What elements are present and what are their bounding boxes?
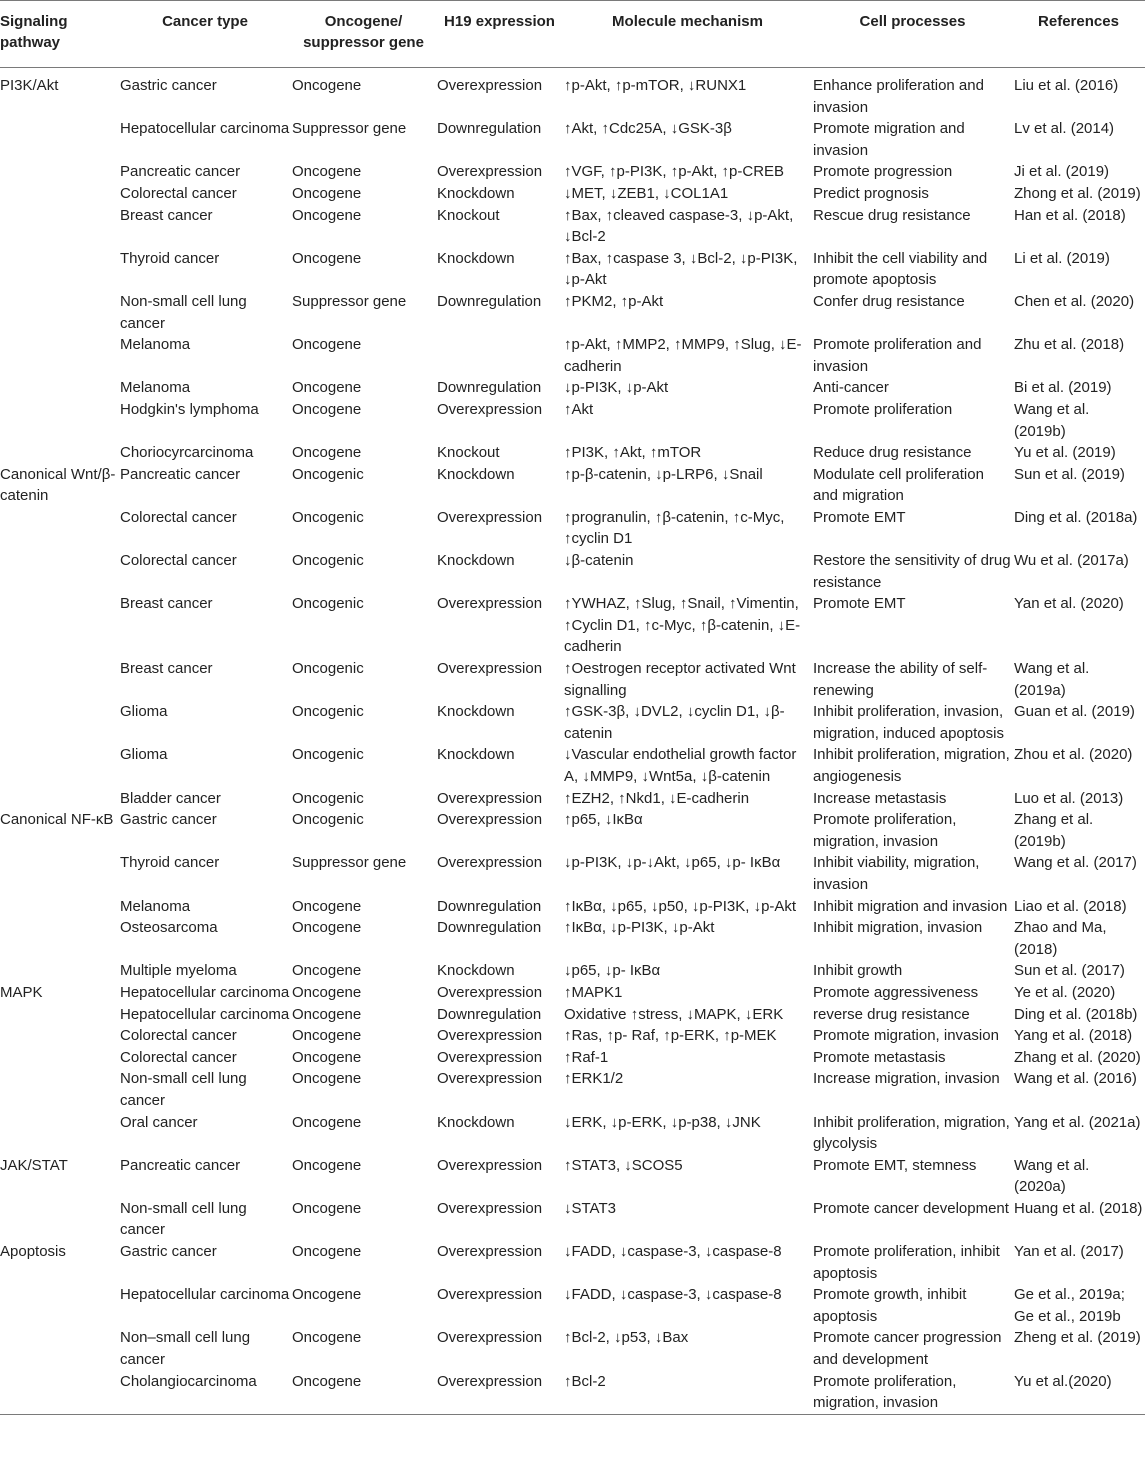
reference-cell: Ge et al., 2019a; Ge et al., 2019b xyxy=(1014,1286,1125,1325)
reference-cell: Wang et al. (2019b) xyxy=(1014,400,1090,440)
gene-role-cell: Suppressor gene xyxy=(292,292,407,310)
h19-expression-cell: Knockdown xyxy=(437,552,515,570)
reference-cell: Ding et al. (2018a) xyxy=(1014,508,1138,526)
cell-processes-cell: Inhibit proliferation, migration, angiogenesis xyxy=(813,746,1010,785)
table-row xyxy=(0,744,1145,787)
cell-processes-cell: Inhibit proliferation, migration, glycolysis xyxy=(813,1113,1010,1153)
table-row xyxy=(0,1047,1145,1069)
reference-cell: Chen et al. (2020) xyxy=(1014,292,1135,310)
reference-cell: Yu et al.(2020) xyxy=(1014,1371,1145,1415)
h19-expression-cell: Overexpression xyxy=(437,854,543,872)
cancer-type-cell: Thyroid cancer xyxy=(120,854,220,872)
signaling-pathway-cell xyxy=(0,658,120,701)
reference-cell: Liao et al. (2018) xyxy=(1014,897,1127,915)
cancer-type-cell: Pancreatic cancer xyxy=(120,465,241,483)
cell-processes-cell: Promote proliferation xyxy=(813,400,953,418)
table-row xyxy=(0,399,1145,442)
cell-processes-cell: Modulate cell proliferation and migration xyxy=(813,465,984,505)
table-row xyxy=(0,1241,1145,1284)
gene-role-cell: Oncogenic xyxy=(292,552,364,570)
cancer-type-cell: Glioma xyxy=(120,703,168,721)
cell-processes-cell: Reduce drug resistance xyxy=(813,444,972,462)
gene-role-cell: Suppressor gene xyxy=(292,120,407,138)
gene-role-cell: Oncogene xyxy=(292,379,362,397)
cancer-type-cell: Breast cancer xyxy=(120,660,213,678)
table-row xyxy=(0,917,1145,960)
table-row xyxy=(0,507,1145,550)
cell-processes-cell: Promote migration, invasion xyxy=(813,1027,999,1045)
cancer-type-cell: Hepatocellular carcinoma xyxy=(120,120,290,138)
signaling-pathway-cell xyxy=(0,896,120,918)
cell-processes-cell: reverse drug resistance xyxy=(813,1005,970,1023)
molecule-mechanism-cell: ↑Oestrogen receptor activated Wnt signalling xyxy=(564,660,796,699)
gene-role-cell: Oncogene xyxy=(292,919,362,937)
cell-processes-cell: Promote progression xyxy=(813,163,953,181)
cancer-type-cell: Bladder cancer xyxy=(120,789,221,807)
gene-role-cell: Oncogene xyxy=(292,77,362,94)
cell-processes-cell: Promote growth, inhibit apoptosis xyxy=(813,1286,967,1325)
cell-processes-cell: Enhance proliferation and invasion xyxy=(813,77,984,116)
cell-processes-cell: Increase migration, invasion xyxy=(813,1070,1000,1088)
molecule-mechanism-cell: ↑Bax, ↑cleaved caspase-3, ↓p-Akt, ↓Bcl-2 xyxy=(564,206,794,246)
header-signaling-pathway: Signaling pathway xyxy=(0,1,120,68)
h19-expression-cell: Overexpression xyxy=(437,77,543,94)
molecule-mechanism-cell: ↑IκBα, ↓p-PI3K, ↓p-Akt xyxy=(564,919,715,937)
h19-expression-cell: Knockdown xyxy=(437,962,515,980)
gene-role-cell: Oncogene xyxy=(292,983,362,1001)
signaling-pathway-cell xyxy=(0,507,120,550)
table-row xyxy=(0,658,1145,701)
gene-role-cell: Oncogene xyxy=(292,444,362,462)
table-row xyxy=(0,68,1145,119)
molecule-mechanism-cell: ↑p-β-catenin, ↓p-LRP6, ↓Snail xyxy=(564,465,763,483)
h19-expression-cell: Overexpression xyxy=(437,1371,564,1415)
cell-processes-cell: Increase the ability of self-renewing xyxy=(813,660,988,699)
cell-processes-cell: Promote migration and invasion xyxy=(813,120,965,159)
molecule-mechanism-cell: ↑Akt, ↑Cdc25A, ↓GSK-3β xyxy=(564,120,732,138)
gene-role-cell: Oncogenic xyxy=(292,811,364,829)
reference-cell: Zhu et al. (2018) xyxy=(1014,336,1125,354)
signaling-pathway-cell xyxy=(0,1198,120,1241)
cancer-type-cell: Choriocyrcarcinoma xyxy=(120,444,254,462)
cell-processes-cell: Promote aggressiveness xyxy=(813,983,979,1001)
header-cancer-type: Cancer type xyxy=(120,1,292,68)
table-row xyxy=(0,118,1145,161)
cancer-type-cell: Oral cancer xyxy=(120,1113,198,1131)
signaling-pathway-cell xyxy=(0,1068,120,1111)
reference-cell: Zhong et al. (2019) xyxy=(1014,184,1141,202)
cell-processes-cell: Inhibit viability, migration, invasion xyxy=(813,854,980,893)
reference-cell: Zhao and Ma, (2018) xyxy=(1014,919,1107,958)
cell-processes-cell: Predict prognosis xyxy=(813,184,929,202)
molecule-mechanism-cell: ↑Raf-1 xyxy=(564,1048,609,1066)
molecule-mechanism-cell: ↑progranulin, ↑β-catenin, ↑c-Myc, ↑cyclin D1 xyxy=(564,508,785,548)
h19-expression-cell: Overexpression xyxy=(437,1199,543,1217)
h19-expression-cell: Downregulation xyxy=(437,919,542,937)
cancer-type-cell: Hepatocellular carcinoma xyxy=(120,983,290,1001)
signaling-pathway-cell: Canonical NF-κB xyxy=(0,811,114,829)
h19-expression-cell: Downregulation xyxy=(437,292,542,310)
table-row xyxy=(0,550,1145,593)
molecule-mechanism-cell: Oxidative ↑stress, ↓MAPK, ↓ERK xyxy=(564,1005,784,1023)
reference-cell: Wang et al. (2016) xyxy=(1014,1070,1137,1088)
gene-role-cell: Oncogenic xyxy=(292,465,364,483)
table-row xyxy=(0,960,1145,982)
gene-role-cell: Oncogenic xyxy=(292,595,364,613)
cancer-type-cell: Cholangiocarcinoma xyxy=(120,1371,292,1415)
cancer-type-cell: Colorectal cancer xyxy=(120,1048,237,1066)
reference-cell: Wang et al. (2020a) xyxy=(1014,1156,1090,1196)
molecule-mechanism-cell: ↑MAPK1 xyxy=(564,983,623,1001)
molecule-mechanism-cell: ↑p65, ↓IκBα xyxy=(564,811,643,829)
reference-cell: Zheng et al. (2019) xyxy=(1014,1329,1141,1347)
cell-processes-cell: Inhibit growth xyxy=(813,962,903,980)
signaling-pathway-cell: Canonical Wnt/β-catenin xyxy=(0,465,116,505)
cell-processes-cell: Promote EMT, stemness xyxy=(813,1156,977,1174)
cell-processes-cell: Confer drug resistance xyxy=(813,292,965,310)
signaling-pathway-cell xyxy=(0,1371,120,1415)
cell-processes-cell: Promote proliferation, inhibit apoptosis xyxy=(813,1243,1000,1282)
molecule-mechanism-cell: ↓Vascular endothelial growth factor A, ↓MMP9, ↓Wnt5a, ↓β-catenin xyxy=(564,746,797,785)
gene-role-cell: Oncogenic xyxy=(292,508,364,526)
reference-cell: Huang et al. (2018) xyxy=(1014,1199,1143,1217)
molecule-mechanism-cell: ↓STAT3 xyxy=(564,1199,616,1217)
h19-expression-cell: Overexpression xyxy=(437,400,543,418)
reference-cell: Luo et al. (2013) xyxy=(1014,789,1124,807)
cell-processes-cell: Promote proliferation and invasion xyxy=(813,336,982,375)
signaling-pathway-cell xyxy=(0,744,120,787)
signaling-pathway-cell xyxy=(0,399,120,442)
molecule-mechanism-cell: ↓β-catenin xyxy=(564,552,634,570)
gene-role-cell: Oncogene xyxy=(292,1371,437,1415)
molecule-mechanism-cell: ↑EZH2, ↑Nkd1, ↓E-cadherin xyxy=(564,789,750,807)
molecule-mechanism-cell: ↑STAT3, ↓SCOS5 xyxy=(564,1156,683,1174)
h19-expression-cell xyxy=(437,334,564,377)
molecule-mechanism-cell: ↑p-Akt, ↑MMP2, ↑MMP9, ↑Slug, ↓E-cadherin xyxy=(564,336,802,375)
table-row xyxy=(0,788,1145,810)
h19-expression-cell: Overexpression xyxy=(437,983,543,1001)
h19-expression-cell: Knockdown xyxy=(437,1113,515,1131)
molecule-mechanism-cell: ↓FADD, ↓caspase-3, ↓caspase-8 xyxy=(564,1243,782,1261)
gene-role-cell: Oncogene xyxy=(292,249,362,267)
reference-cell: Wang et al. (2017) xyxy=(1014,854,1137,872)
table-row xyxy=(0,442,1145,464)
signaling-pathway-cell xyxy=(0,291,120,334)
gene-role-cell: Oncogene xyxy=(292,1113,362,1131)
gene-role-cell: Oncogenic xyxy=(292,789,364,807)
reference-cell: Ji et al. (2019) xyxy=(1014,163,1110,181)
cancer-type-cell: Colorectal cancer xyxy=(120,1027,237,1045)
reference-cell: Yan et al. (2020) xyxy=(1014,595,1124,613)
molecule-mechanism-cell: ↓p65, ↓p- IκBα xyxy=(564,962,661,980)
h19-expression-cell: Overexpression xyxy=(437,163,543,181)
table-row xyxy=(0,809,1145,852)
table-row xyxy=(0,593,1145,658)
gene-role-cell: Oncogene xyxy=(292,336,362,354)
molecule-mechanism-cell: ↑IκBα, ↓p65, ↓p50, ↓p-PI3K, ↓p-Akt xyxy=(564,897,797,915)
table-body xyxy=(0,68,1145,1415)
h19-expression-cell: Overexpression xyxy=(437,1329,543,1347)
h19-expression-cell: Knockout xyxy=(437,444,500,462)
gene-role-cell: Oncogene xyxy=(292,962,362,980)
header-row xyxy=(0,1,1145,68)
gene-role-cell: Oncogene xyxy=(292,1286,362,1304)
cell-processes-cell: Promote cancer development xyxy=(813,1199,1009,1217)
cancer-type-cell: Pancreatic cancer xyxy=(120,1156,241,1174)
cancer-type-cell: Osteosarcoma xyxy=(120,919,218,937)
gene-role-cell: Oncogene xyxy=(292,206,362,224)
gene-role-cell: Oncogene xyxy=(292,1027,362,1045)
signaling-pathway-cell: MAPK xyxy=(0,983,43,1001)
molecule-mechanism-cell: ↓FADD, ↓caspase-3, ↓caspase-8 xyxy=(564,1286,782,1304)
h19-expression-cell: Overexpression xyxy=(437,660,543,678)
cancer-type-cell: Multiple myeloma xyxy=(120,962,237,980)
table-row xyxy=(0,464,1145,507)
h19-expression-cell: Downregulation xyxy=(437,379,542,397)
gene-role-cell: Oncogenic xyxy=(292,660,364,678)
table-row xyxy=(0,1155,1145,1198)
cancer-type-cell: Colorectal cancer xyxy=(120,508,237,526)
signaling-pathway-cell: Apoptosis xyxy=(0,1243,66,1261)
signaling-pathway-cell xyxy=(0,1047,120,1069)
gene-role-cell: Suppressor gene xyxy=(292,854,407,872)
signaling-pathway-cell xyxy=(0,593,120,658)
reference-cell: Sun et al. (2019) xyxy=(1014,465,1125,483)
cancer-type-cell: Glioma xyxy=(120,746,168,764)
h19-expression-cell: Overexpression xyxy=(437,789,543,807)
cancer-type-cell: Non-small cell lung cancer xyxy=(120,292,247,332)
molecule-mechanism-cell: ↑p-Akt, ↑p-mTOR, ↓RUNX1 xyxy=(564,77,747,94)
signaling-pathway-cell xyxy=(0,1327,120,1370)
reference-cell: Sun et al. (2017) xyxy=(1014,962,1125,980)
table-row xyxy=(0,1198,1145,1241)
signaling-pathway-cell xyxy=(0,1112,120,1155)
table-row xyxy=(0,896,1145,918)
reference-cell: Zhang et al. (2020) xyxy=(1014,1048,1141,1066)
molecule-mechanism-cell: ↑PKM2, ↑p-Akt xyxy=(564,292,664,310)
signaling-pathway-cell xyxy=(0,1004,120,1026)
cell-processes-cell: Promote metastasis xyxy=(813,1048,946,1066)
h19-expression-cell: Overexpression xyxy=(437,508,543,526)
header-h19-expression: H19 expression xyxy=(437,1,564,68)
reference-cell: Zhou et al. (2020) xyxy=(1014,746,1133,764)
cancer-type-cell: Hepatocellular carcinoma xyxy=(120,1286,290,1304)
reference-cell: Yan et al. (2017) xyxy=(1014,1243,1124,1261)
reference-cell: Yu et al. (2019) xyxy=(1014,444,1116,462)
signaling-pathway-cell xyxy=(0,118,120,161)
table-row xyxy=(0,1112,1145,1155)
reference-cell: Ding et al. (2018b) xyxy=(1014,1005,1138,1023)
cell-processes-cell: Promote cancer progression and development xyxy=(813,1329,1002,1369)
h19-expression-cell: Knockdown xyxy=(437,746,515,764)
reference-cell: Wu et al. (2017a) xyxy=(1014,552,1129,570)
gene-role-cell: Oncogene xyxy=(292,897,362,915)
gene-role-cell: Oncogene xyxy=(292,163,362,181)
cell-processes-cell: Inhibit migration, invasion xyxy=(813,919,983,937)
h19-expression-cell: Overexpression xyxy=(437,1027,543,1045)
cancer-type-cell: Hepatocellular carcinoma xyxy=(120,1005,290,1023)
reference-cell: Lv et al. (2014) xyxy=(1014,120,1115,138)
reference-cell: Guan et al. (2019) xyxy=(1014,703,1135,721)
h19-expression-cell: Overexpression xyxy=(437,1243,543,1261)
table-row xyxy=(0,377,1145,399)
gene-role-cell: Oncogene xyxy=(292,1048,362,1066)
h19-expression-cell: Overexpression xyxy=(437,1286,543,1304)
molecule-mechanism-cell: ↓ERK, ↓p-ERK, ↓p-p38, ↓JNK xyxy=(564,1113,761,1131)
molecule-mechanism-cell: ↑VGF, ↑p-PI3K, ↑p-Akt, ↑p-CREB xyxy=(564,163,785,181)
signaling-pathway-cell xyxy=(0,1025,120,1047)
table-row xyxy=(0,183,1145,205)
table-row xyxy=(0,291,1145,334)
gene-role-cell: Oncogene xyxy=(292,1070,362,1088)
table-row xyxy=(0,1284,1145,1327)
signaling-pathway-cell: PI3K/Akt xyxy=(0,77,59,94)
cell-processes-cell: Inhibit migration and invasion xyxy=(813,897,1008,915)
h19-expression-cell: Downregulation xyxy=(437,120,542,138)
cancer-type-cell: Gastric cancer xyxy=(120,1243,217,1261)
cancer-type-cell: Melanoma xyxy=(120,897,191,915)
molecule-mechanism-cell: ↑Bax, ↑caspase 3, ↓Bcl-2, ↓p-PI3K, ↓p-Akt xyxy=(564,249,798,289)
cell-processes-cell: Inhibit the cell viability and promote apoptosis xyxy=(813,249,988,289)
signaling-pathway-cell xyxy=(0,334,120,377)
cell-processes-cell: Promote EMT xyxy=(813,508,906,526)
reference-cell: Li et al. (2019) xyxy=(1014,249,1110,267)
h19-expression-cell: Knockdown xyxy=(437,703,515,721)
cancer-type-cell: Non-small cell lung cancer xyxy=(120,1070,247,1109)
cell-processes-cell: Promote EMT xyxy=(813,595,906,613)
h19-expression-cell: Downregulation xyxy=(437,897,542,915)
signaling-pathway-cell xyxy=(0,960,120,982)
h19-expression-cell: Overexpression xyxy=(437,595,543,613)
molecule-mechanism-cell: ↑Ras, ↑p- Raf, ↑p-ERK, ↑p-MEK xyxy=(564,1027,777,1045)
cell-processes-cell: Restore the sensitivity of drug resistance xyxy=(813,552,1011,591)
molecule-mechanism-cell: ↑PI3K, ↑Akt, ↑mTOR xyxy=(564,444,702,462)
cell-processes-cell: Promote proliferation, migration, invasion xyxy=(813,811,957,850)
table-row xyxy=(0,982,1145,1004)
signaling-pathway-cell xyxy=(0,788,120,810)
reference-cell: Yang et al. (2021a) xyxy=(1014,1113,1141,1131)
signaling-pathway-cell xyxy=(0,852,120,895)
cancer-type-cell: Thyroid cancer xyxy=(120,249,220,267)
h19-expression-cell: Overexpression xyxy=(437,1156,543,1174)
gene-role-cell: Oncogene xyxy=(292,400,362,418)
h19-expression-cell: Knockdown xyxy=(437,249,515,267)
cancer-type-cell: Non-small cell lung cancer xyxy=(120,1199,247,1239)
reference-cell: Bi et al. (2019) xyxy=(1014,379,1112,397)
reference-cell: Han et al. (2018) xyxy=(1014,206,1126,224)
signaling-pathway-cell xyxy=(0,248,120,291)
h19-expression-cell: Overexpression xyxy=(437,1048,543,1066)
cancer-type-cell: Colorectal cancer xyxy=(120,184,237,202)
header-cell-processes: Cell processes xyxy=(813,1,1014,68)
cell-processes-cell: Rescue drug resistance xyxy=(813,206,971,224)
cancer-type-cell: Hodgkin's lymphoma xyxy=(120,400,259,418)
gene-role-cell: Oncogenic xyxy=(292,746,364,764)
reference-cell: Zhang et al. (2019b) xyxy=(1014,811,1094,850)
cancer-type-cell: Melanoma xyxy=(120,379,191,397)
cancer-type-cell: Pancreatic cancer xyxy=(120,163,241,181)
reference-cell: Wang et al. (2019a) xyxy=(1014,660,1090,699)
header-oncogene-suppressor: Oncogene/ suppressor gene xyxy=(292,1,437,68)
h19-expression-cell: Knockout xyxy=(437,206,500,224)
table-row xyxy=(0,1068,1145,1111)
signaling-pathway-cell xyxy=(0,161,120,183)
signaling-pathway-cell xyxy=(0,205,120,248)
molecule-mechanism-cell: ↑Bcl-2 xyxy=(564,1371,813,1415)
gene-role-cell: Oncogene xyxy=(292,1329,362,1347)
table-row xyxy=(0,161,1145,183)
h19-expression-cell: Knockdown xyxy=(437,184,515,202)
gene-role-cell: Oncogene xyxy=(292,1005,362,1023)
signaling-pathway-cell: JAK/STAT xyxy=(0,1156,68,1174)
molecule-mechanism-cell: ↑ERK1/2 xyxy=(564,1070,624,1088)
h19-expression-cell: Knockdown xyxy=(437,465,515,483)
molecule-mechanism-cell: ↑Akt xyxy=(564,400,594,418)
cell-processes-cell: Anti-cancer xyxy=(813,379,889,397)
cancer-type-cell: Melanoma xyxy=(120,336,191,354)
molecule-mechanism-cell: ↓MET, ↓ZEB1, ↓COL1A1 xyxy=(564,184,729,202)
h19-expression-cell: Overexpression xyxy=(437,1070,543,1088)
table-row xyxy=(0,1327,1145,1370)
gene-role-cell: Oncogenic xyxy=(292,703,364,721)
header-molecule-mechanism: Molecule mechanism xyxy=(564,1,813,68)
cancer-type-cell: Colorectal cancer xyxy=(120,552,237,570)
gene-role-cell: Oncogene xyxy=(292,184,362,202)
cancer-type-cell: Non–small cell lung cancer xyxy=(120,1329,251,1369)
header-references: References xyxy=(1014,1,1145,68)
molecule-mechanism-cell: ↑YWHAZ, ↑Slug, ↑Snail, ↑Vimentin, ↑Cyclin D1, ↑c-Myc, ↑β-catenin, ↓E-cadherin xyxy=(564,595,801,656)
reference-cell: Yang et al. (2018) xyxy=(1014,1027,1133,1045)
cancer-type-cell: Breast cancer xyxy=(120,595,213,613)
signaling-pathway-cell xyxy=(0,701,120,744)
molecule-mechanism-cell: ↓p-PI3K, ↓p-Akt xyxy=(564,379,669,397)
table-row xyxy=(0,852,1145,895)
molecule-mechanism-cell: ↑GSK-3β, ↓DVL2, ↓cyclin D1, ↓β-catenin xyxy=(564,703,785,742)
table-row xyxy=(0,248,1145,291)
signaling-pathway-cell xyxy=(0,183,120,205)
table-row xyxy=(0,1025,1145,1047)
gene-role-cell: Oncogene xyxy=(292,1199,362,1217)
reference-cell: Liu et al. (2016) xyxy=(1014,77,1119,94)
cancer-type-cell: Breast cancer xyxy=(120,206,213,224)
signaling-pathway-cell xyxy=(0,377,120,399)
table-row xyxy=(0,1004,1145,1026)
cell-processes-cell: Increase metastasis xyxy=(813,789,947,807)
table-row xyxy=(0,334,1145,377)
signaling-pathway-cell xyxy=(0,442,120,464)
cancer-type-cell: Gastric cancer xyxy=(120,77,217,94)
signaling-pathway-cell xyxy=(0,917,120,960)
signaling-pathway-cell xyxy=(0,550,120,593)
reference-cell: Ye et al. (2020) xyxy=(1014,983,1116,1001)
table-row xyxy=(0,205,1145,248)
table-row xyxy=(0,1371,1145,1415)
molecule-mechanism-cell: ↓p-PI3K, ↓p-↓Akt, ↓p65, ↓p- IκBα xyxy=(564,854,781,872)
h19-expression-cell: Downregulation xyxy=(437,1005,542,1023)
table-row xyxy=(0,701,1145,744)
cell-processes-cell: Inhibit proliferation, invasion, migration, induced apoptosis xyxy=(813,703,1004,742)
h19-expression-cell: Overexpression xyxy=(437,811,543,829)
gene-role-cell: Oncogene xyxy=(292,1243,362,1261)
cancer-type-cell: Gastric cancer xyxy=(120,811,217,829)
cell-processes-cell: Promote proliferation, migration, invasion xyxy=(813,1371,1014,1415)
gene-role-cell: Oncogene xyxy=(292,1156,362,1174)
molecule-mechanism-cell: ↑Bcl-2, ↓p53, ↓Bax xyxy=(564,1329,689,1347)
signaling-pathway-cell xyxy=(0,1284,120,1327)
